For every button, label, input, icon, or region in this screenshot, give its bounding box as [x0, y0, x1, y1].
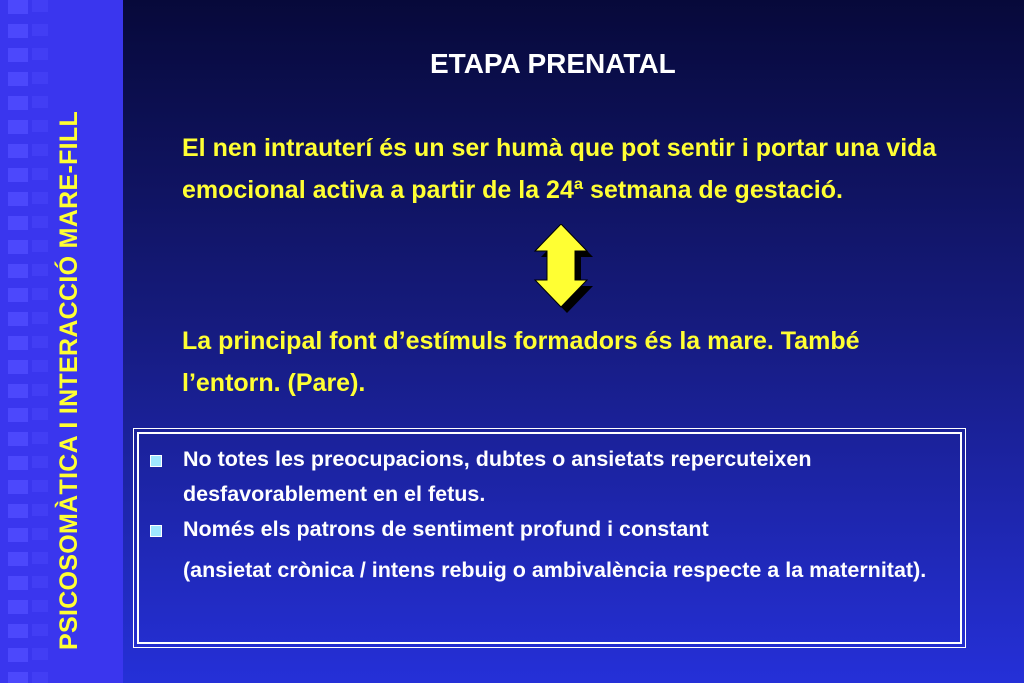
paragraph-fetus-emotional-life: El nen intrauterí és un ser humà que pot sentir i portar una vida emocional activa a partir de la 24ª setmana de gestació.: [182, 134, 937, 204]
square-bullet-icon: [150, 455, 162, 467]
bullet-text: Només els patrons de sentiment profund i constant: [183, 517, 709, 541]
paragraph-main-stimulus-source: La principal font d’estímuls formadors és la mare. També l’entorn. (Pare).: [182, 327, 860, 397]
bullet-item: [150, 512, 950, 588]
bullet-continuation-text: (ansietat crònica / intens rebuig o ambivalència respecte a la maternitat).: [183, 558, 927, 582]
bullet-item: [150, 442, 950, 512]
sidebar-squares-decoration: [8, 0, 28, 683]
double-vertical-arrow-icon: [527, 224, 597, 316]
bullet-text: No totes les preocupacions, dubtes o ansietats repercuteixen desfavorablement en el fetus.: [183, 447, 812, 506]
sidebar-squares-decoration-secondary: [32, 0, 48, 683]
slide-title: ETAPA PRENATAL: [430, 48, 676, 79]
bullet-list: [150, 442, 950, 588]
vertical-title: PSICOSOMÀTICA I INTERACCIÓ MARE-FILL: [55, 110, 83, 650]
square-bullet-icon: [150, 525, 162, 537]
